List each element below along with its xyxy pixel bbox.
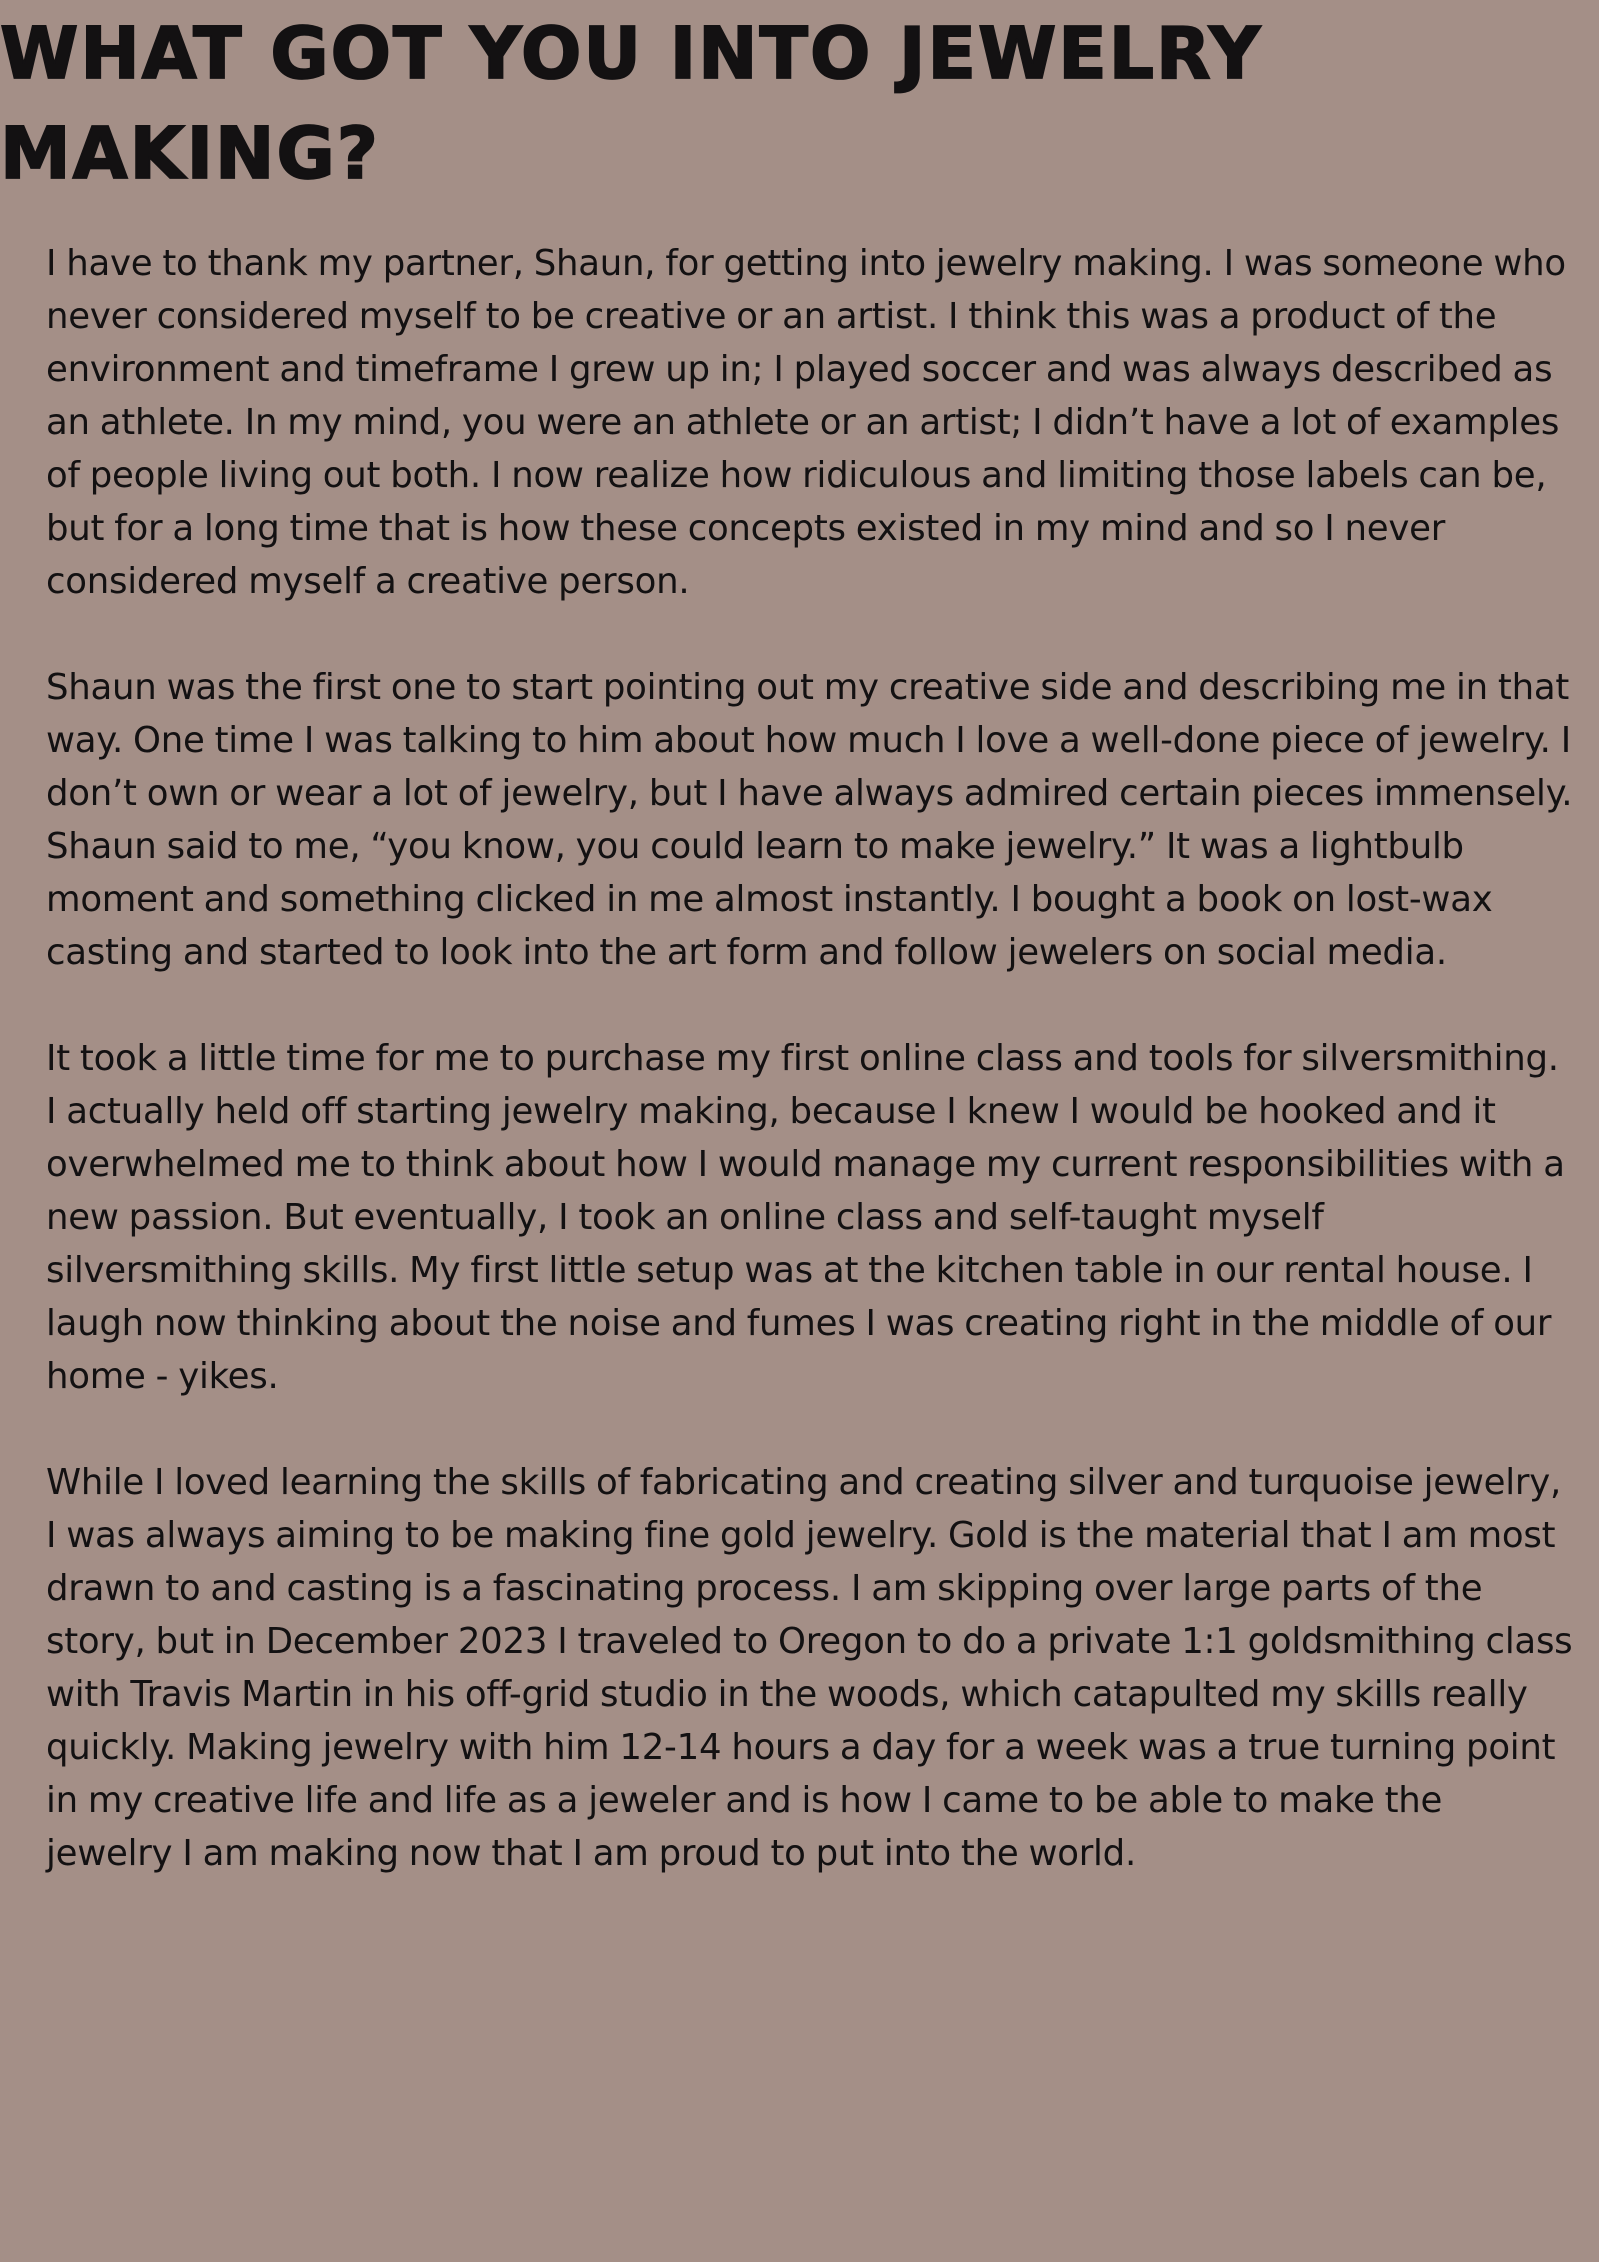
- paragraph-2: Shaun was the first one to start pointing out my creative side and describing me in that way. One time I was talking to him about how much I love a well-done piece of jewelry. I don’t own or wear a lot of jewelry, but I have always admired certain pieces immensely. Shaun said to me, “you know, you could learn to make jewelry.” It was a lightbulb moment and something clicked in me almost instantly. I bought a book on lost-wax casting and started to look into the art form and follow jewelers on social media.: [46, 667, 1573, 973]
- paragraph-4: While I loved learning the skills of fabricating and creating silver and turquoise jewelry, I was always aiming to be making fine gold jewelry. Gold is the material that I am most drawn to and casting is a fascinating process. I am skipping over large parts of the story, but in December 2023 I traveled to Oregon to do a private 1:1 goldsmithing class with Travis Martin in his off-grid studio in the woods, which catapulted my skills really quickly. Making jewelry with him 12-14 hours a day for a week was a true turning point in my creative life and life as a jeweler and is how I came to be able to make the jewelry I am making now that I am proud to put into the world.: [46, 1462, 1573, 1874]
- article-body: [46, 237, 1576, 1933]
- paragraph-1: I have to thank my partner, Shaun, for getting into jewelry making. I was someone who never considered myself to be creative or an artist. I think this was a product of the environment and timeframe I grew up in; I played soccer and was always described as an athlete. In my mind, you were an athlete or an artist; I didn’t have a lot of examples of people living out both. I now realize how ridiculous and limiting those labels can be, but for a long time that is how these concepts existed in my mind and so I never considered myself a creative person.: [46, 243, 1566, 602]
- paragraph-3: It took a little time for me to purchase my first online class and tools for silversmithing. I actually held off starting jewelry making, because I knew I would be hooked and it overwhelmed me to think about how I would manage my current responsibilities with a new passion. But eventually, I took an online class and self-taught myself silversmithing skills. My first little setup was at the kitchen table in our rental house. I laugh now thinking about the noise and fumes I was creating right in the middle of our home - yikes.: [46, 1038, 1565, 1397]
- page-title: WHAT GOT YOU INTO JEWELRY MAKING?: [0, 12, 1263, 195]
